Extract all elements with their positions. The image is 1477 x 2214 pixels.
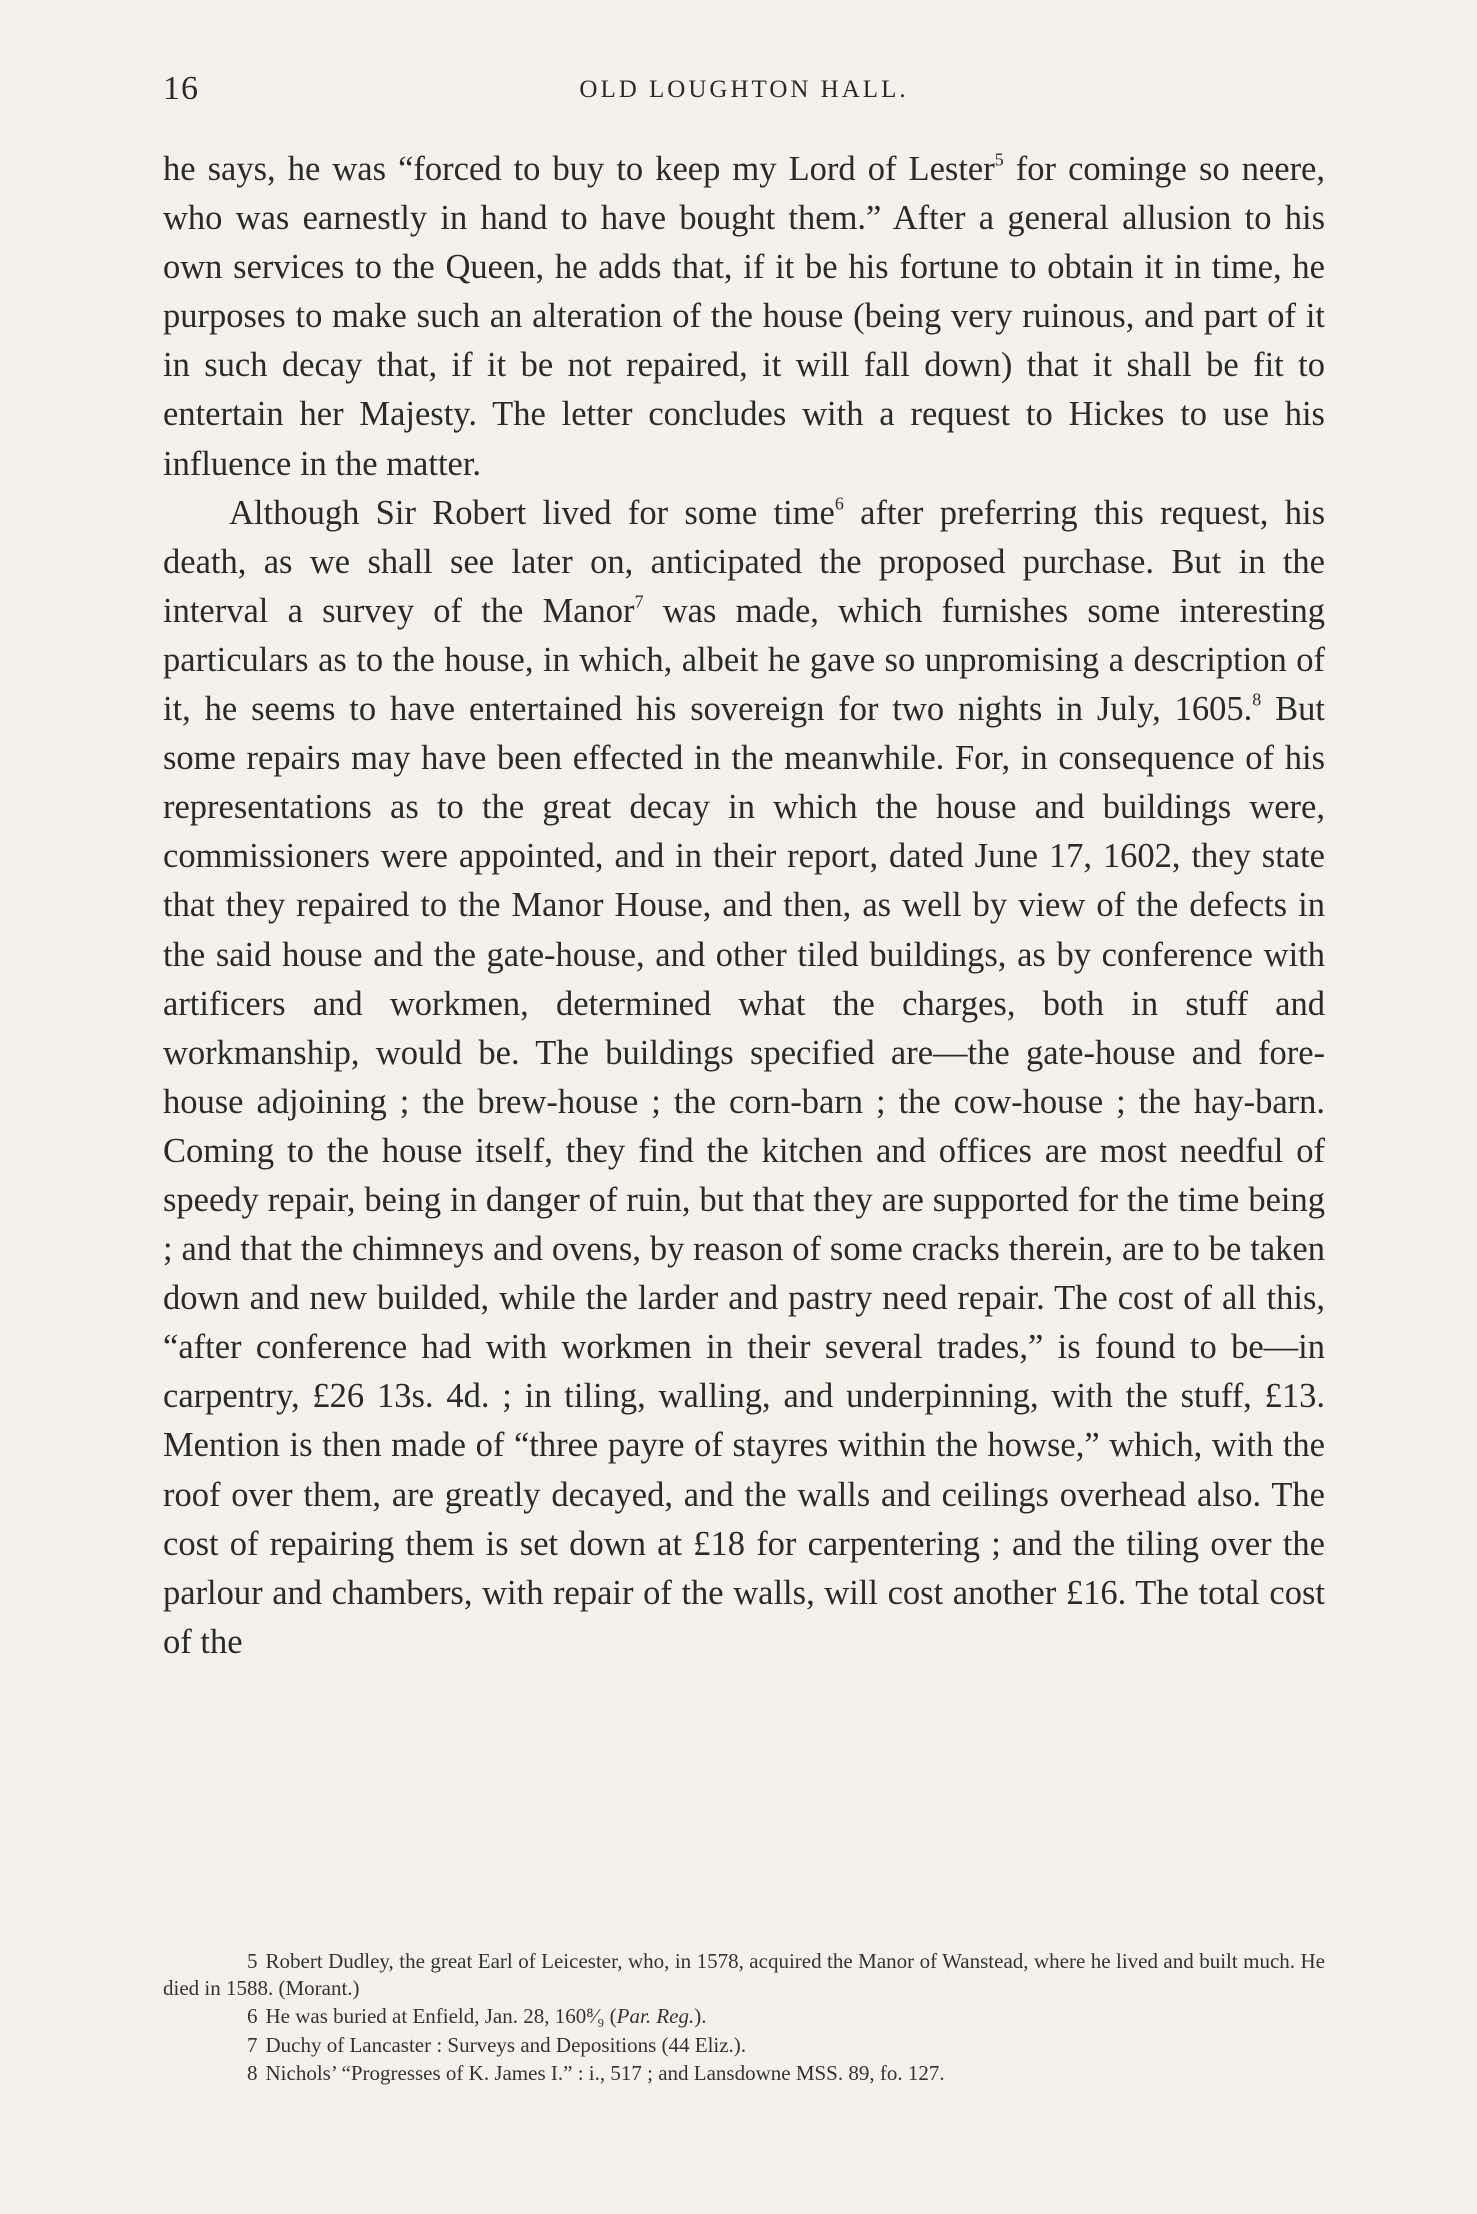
footnotes [163,1948,1325,2089]
running-head [163,70,1325,114]
paragraph-1-text-a: he says, he was “forced to buy to keep my Lord of Lester [163,150,995,188]
footnote-text-b: ( [604,2004,617,2028]
footnote-number: 5 [247,1949,258,1973]
paragraph-2-text-c: was made, which furnishes some interesting particulars as to the house, in which, albeit he gave so unpromising a description of it, he seems to have entertained his sovereign for two nights in July, 1605. [163,591,1325,729]
footnote-ref-6: 6 [834,493,844,514]
footnote-text-a: He was buried at Enfield, Jan. 28, 160 [265,2004,587,2028]
body-text [163,145,1325,1667]
running-title: OLD LOUGHTON HALL. [579,76,909,103]
paragraph-2-text-b: after preferring this request, his death, as we shall see later on, anticipated the proposed purchase. But in the interval a survey of the Manor [163,493,1325,630]
paragraph-1 [163,145,1325,489]
page-number: 16 [163,70,199,107]
paragraph-2-text-d: But some repairs may have been effected in the meanwhile. For, in consequence of his representations as to the great decay in which the house and buildings were, commissioners were appointed, and in their report, dated June 17, 1602, they state that they repaired to the Manor House, and then, as well by view of the defects in the said house and the gate-house, and other tiled buildings, as by conference with artificers and workmen, determined what the charges, both in stuff and workmanship, would be. The buildings specified are—the gate-house and fore-house adjoining ; the brew-house ; the corn-barn ; the cow-house ; the hay-barn. Coming to the house itself, they find the kitchen and offices are most needful of speedy repair, being in danger of ruin, but that they are supported for the time being ; and that the chimneys and ovens, by reason of some cracks therein, are to be taken down and new builded, while the larder and pastry need repair. The cost of all this, “after conference had with workmen in their several trades,” is found to be—in carpentry, £26 13s. 4d. ; in tiling, walling, and underpinning, with the stuff, £13. Mention is then made of “three payre of stayres within the howse,” which, with the roof over them, are greatly decayed, and the walls and ceilings overhead also. The cost of repairing them is set down at £18 for carpentering ; and the tiling over the parlour and chambers, with repair of the walls, will cost another £16. The total cost of the [163,690,1325,1661]
footnote-number: 7 [247,2032,258,2057]
footnote-ref-7: 7 [634,591,644,612]
footnote-number: 8 [247,2061,258,2085]
footnote-text-c: ). [694,2004,707,2028]
footnote-fraction: ⁸⁄₉ [586,2004,605,2028]
footnote-ref-5: 5 [994,149,1004,170]
footnote-text: Nichols’ “Progresses of K. James I.” : i., 517 ; and Lansdowne MSS. 89, fo. 127. [265,2061,945,2085]
footnote-text: Duchy of Lancaster : Surveys and Depositions (44 Eliz.). [265,2032,747,2057]
footnote-6 [163,2003,1325,2030]
footnote-number: 6 [247,2004,258,2028]
footnote-7 [163,2032,1325,2059]
paragraph-1-text-b: for cominge so neere, who was earnestly in hand to have bought them.” After a general allusion to his own services to the Queen, he adds that, if it be his fortune to obtain it in time, he purposes to make such an alteration of the house (being very ruinous, and part of it in such decay that, if it be not repaired, it will fall down) that it shall be fit to entertain her Majesty. The letter concludes with a request to Hickes to use his influence in the matter. [163,150,1325,483]
footnote-8 [163,2060,1325,2087]
footnote-5 [163,1948,1325,2001]
paragraph-2 [163,489,1325,1667]
footnote-ref-8: 8 [1252,689,1262,710]
footnote-text: Robert Dudley, the great Earl of Leicester, who, in 1578, acquired the Manor of Wanstead, where he lived and built much. He died in 1588. (Morant.) [163,1949,1325,2000]
footnote-italic: Par. Reg. [616,2004,695,2028]
paragraph-2-text-a: Although Sir Robert lived for some time [229,493,835,532]
